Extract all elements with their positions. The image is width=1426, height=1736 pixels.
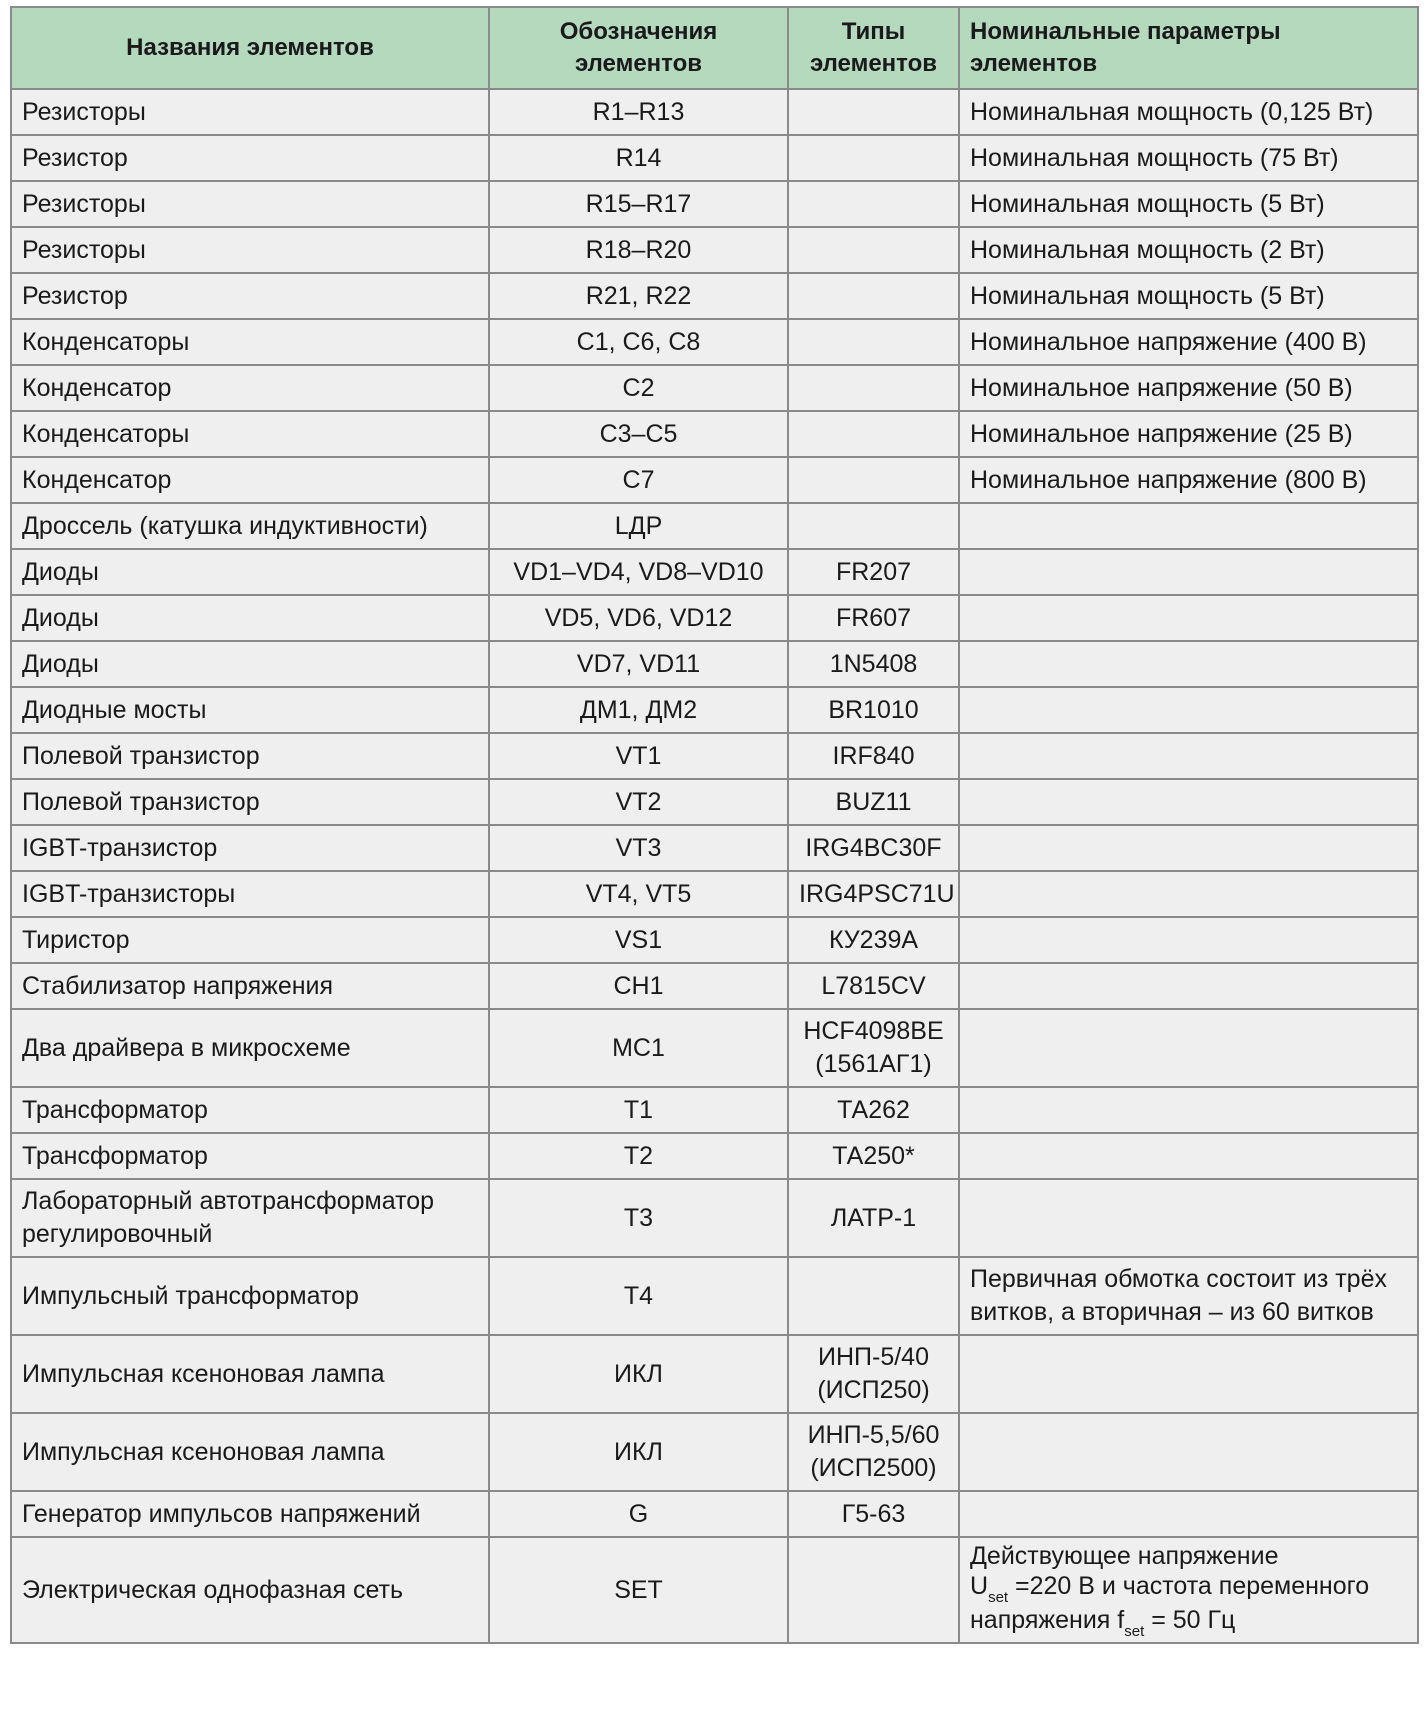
- params-line-voltage: Действующее напряжение: [970, 1542, 1279, 1570]
- cell-element-type: КУ239А: [788, 917, 959, 963]
- table-row: [11, 457, 1418, 503]
- cell-nominal-params: [959, 503, 1418, 549]
- cell-element-type: ЛАТР-1: [788, 1179, 959, 1257]
- table-row: [11, 365, 1418, 411]
- cell-element-name: Конденсаторы: [11, 411, 489, 457]
- cell-nominal-params: [959, 1087, 1418, 1133]
- u-symbol: U: [970, 1572, 989, 1600]
- u-subscript: set: [988, 1589, 1009, 1606]
- cell-element-type: ТА250*: [788, 1133, 959, 1179]
- cell-element-name: Генератор импульсов напряжений: [11, 1491, 489, 1537]
- cell-element-name: Два драйвера в микросхеме: [11, 1009, 489, 1087]
- cell-element-type: BUZ11: [788, 779, 959, 825]
- cell-element-name: Лабораторный автотрансформатор регулировочный: [11, 1179, 489, 1257]
- u-text: =220 В и частота переменного: [1008, 1572, 1370, 1600]
- cell-designation: T2: [489, 1133, 788, 1179]
- cell-element-name: Резисторы: [11, 227, 489, 273]
- cell-nominal-params: [959, 549, 1418, 595]
- cell-nominal-params: [959, 963, 1418, 1009]
- cell-nominal-params: [959, 871, 1418, 917]
- cell-element-name: Диоды: [11, 641, 489, 687]
- table-row: [11, 181, 1418, 227]
- cell-element-type: HCF4098BE (1561АГ1): [788, 1009, 959, 1087]
- cell-element-name: Импульсная ксеноновая лампа: [11, 1335, 489, 1413]
- f-value: = 50 Гц: [1144, 1606, 1236, 1634]
- cell-nominal-params: [959, 917, 1418, 963]
- cell-nominal-params: Первичная обмотка состоит из трёх витков, а вторичная – из 60 витков: [959, 1257, 1418, 1335]
- cell-designation: T1: [489, 1087, 788, 1133]
- cell-designation: R14: [489, 135, 788, 181]
- cell-nominal-params: [959, 1133, 1418, 1179]
- f-text: напряжения f: [970, 1606, 1125, 1634]
- table-row: [11, 135, 1418, 181]
- header-nominal-params: Номинальные параметры элементов: [959, 7, 1418, 89]
- table-row: [11, 1491, 1418, 1537]
- cell-nominal-params: [959, 595, 1418, 641]
- cell-element-name: Дроссель (катушка индуктивности): [11, 503, 489, 549]
- table-row: [11, 1257, 1418, 1335]
- cell-nominal-params: [959, 1413, 1418, 1491]
- cell-element-type: ИНП-5,5/60 (ИСП2500): [788, 1413, 959, 1491]
- cell-nominal-params: [959, 1009, 1418, 1087]
- cell-designation: T3: [489, 1179, 788, 1257]
- table-row: [11, 687, 1418, 733]
- cell-element-name: Полевой транзистор: [11, 733, 489, 779]
- table-row: [11, 1413, 1418, 1491]
- cell-designation: VS1: [489, 917, 788, 963]
- cell-designation: G: [489, 1491, 788, 1537]
- table-row: [11, 1087, 1418, 1133]
- table-row: [11, 89, 1418, 135]
- cell-element-name: Конденсатор: [11, 457, 489, 503]
- cell-designation: LДР: [489, 503, 788, 549]
- table-row: [11, 1335, 1418, 1413]
- cell-element-type: ИНП-5/40 (ИСП250): [788, 1335, 959, 1413]
- cell-element-name: Конденсаторы: [11, 319, 489, 365]
- table-row: [11, 1133, 1418, 1179]
- table-row: [11, 319, 1418, 365]
- cell-element-type: [788, 273, 959, 319]
- cell-nominal-params: Номинальное напряжение (800 В): [959, 457, 1418, 503]
- cell-nominal-params: Номинальная мощность (0,125 Вт): [959, 89, 1418, 135]
- table-row: [11, 825, 1418, 871]
- table-row: [11, 549, 1418, 595]
- cell-nominal-params: [959, 779, 1418, 825]
- cell-designation: R1–R13: [489, 89, 788, 135]
- cell-nominal-params: [959, 687, 1418, 733]
- cell-designation: C1, C6, C8: [489, 319, 788, 365]
- cell-element-name: Полевой транзистор: [11, 779, 489, 825]
- cell-designation: C7: [489, 457, 788, 503]
- cell-element-type: [788, 319, 959, 365]
- cell-nominal-params: Номинальное напряжение (400 В): [959, 319, 1418, 365]
- cell-designation: C3–C5: [489, 411, 788, 457]
- cell-element-name: Резистор: [11, 135, 489, 181]
- cell-nominal-params: Номинальное напряжение (50 В): [959, 365, 1418, 411]
- table-header-row: [11, 7, 1418, 89]
- cell-designation: VD7, VD11: [489, 641, 788, 687]
- cell-nominal-params: Номинальная мощность (75 Вт): [959, 135, 1418, 181]
- cell-element-type: ТА262: [788, 1087, 959, 1133]
- header-element-names: Названия элементов: [11, 7, 489, 89]
- params-line-u: [970, 1571, 1407, 1605]
- cell-element-type: [788, 1537, 959, 1643]
- cell-nominal-params: Номинальная мощность (2 Вт): [959, 227, 1418, 273]
- cell-designation: R21, R22: [489, 273, 788, 319]
- cell-designation: VT4, VT5: [489, 871, 788, 917]
- header-types: Типы элементов: [788, 7, 959, 89]
- cell-designation: C2: [489, 365, 788, 411]
- cell-element-type: FR607: [788, 595, 959, 641]
- cell-element-type: [788, 135, 959, 181]
- cell-designation: R15–R17: [489, 181, 788, 227]
- cell-nominal-params: [959, 641, 1418, 687]
- cell-designation: VD1–VD4, VD8–VD10: [489, 549, 788, 595]
- cell-element-name: Импульсный трансформатор: [11, 1257, 489, 1335]
- cell-designation: VT1: [489, 733, 788, 779]
- cell-element-name: IGBT-транзисторы: [11, 871, 489, 917]
- cell-element-name: Стабилизатор напряжения: [11, 963, 489, 1009]
- cell-element-type: IRG4BC30F: [788, 825, 959, 871]
- cell-designation: ИКЛ: [489, 1335, 788, 1413]
- cell-element-name: Трансформатор: [11, 1087, 489, 1133]
- cell-nominal-params: [959, 733, 1418, 779]
- table-row: [11, 273, 1418, 319]
- table-row: [11, 871, 1418, 917]
- table-row: [11, 595, 1418, 641]
- cell-nominal-params: Номинальное напряжение (25 В): [959, 411, 1418, 457]
- components-table: [10, 6, 1419, 1644]
- cell-designation: VT2: [489, 779, 788, 825]
- cell-element-name: Резисторы: [11, 181, 489, 227]
- table-row: [11, 963, 1418, 1009]
- cell-nominal-params: [959, 1491, 1418, 1537]
- cell-element-name: Импульсная ксеноновая лампа: [11, 1413, 489, 1491]
- cell-element-type: 1N5408: [788, 641, 959, 687]
- cell-designation: VD5, VD6, VD12: [489, 595, 788, 641]
- cell-element-type: [788, 1257, 959, 1335]
- cell-element-name: Диодные мосты: [11, 687, 489, 733]
- table-row: [11, 1009, 1418, 1087]
- cell-nominal-params: [959, 1537, 1418, 1643]
- cell-element-type: [788, 457, 959, 503]
- cell-element-name: Диоды: [11, 595, 489, 641]
- cell-designation: CH1: [489, 963, 788, 1009]
- cell-nominal-params: [959, 825, 1418, 871]
- cell-element-type: [788, 365, 959, 411]
- cell-element-name: Резистор: [11, 273, 489, 319]
- params-line-f: [970, 1605, 1407, 1639]
- cell-element-name: Резисторы: [11, 89, 489, 135]
- cell-element-type: [788, 181, 959, 227]
- cell-nominal-params: Номинальная мощность (5 Вт): [959, 181, 1418, 227]
- cell-designation: SET: [489, 1537, 788, 1643]
- cell-nominal-params: [959, 1179, 1418, 1257]
- header-designations: Обозначения элементов: [489, 7, 788, 89]
- cell-element-name: Тиристор: [11, 917, 489, 963]
- cell-element-type: [788, 89, 959, 135]
- cell-element-name: Трансформатор: [11, 1133, 489, 1179]
- cell-nominal-params: [959, 1335, 1418, 1413]
- table-row: [11, 917, 1418, 963]
- cell-element-type: L7815CV: [788, 963, 959, 1009]
- cell-designation: R18–R20: [489, 227, 788, 273]
- cell-element-type: IRF840: [788, 733, 959, 779]
- cell-element-name: Конденсатор: [11, 365, 489, 411]
- table-row: [11, 1179, 1418, 1257]
- cell-element-type: IRG4PSC71U: [788, 871, 959, 917]
- cell-nominal-params: Номинальная мощность (5 Вт): [959, 273, 1418, 319]
- cell-designation: VT3: [489, 825, 788, 871]
- cell-element-name: IGBT-транзистор: [11, 825, 489, 871]
- cell-designation: MC1: [489, 1009, 788, 1087]
- table-row: [11, 733, 1418, 779]
- cell-element-type: [788, 411, 959, 457]
- table-row: [11, 227, 1418, 273]
- cell-designation: ДМ1, ДМ2: [489, 687, 788, 733]
- table-row: [11, 503, 1418, 549]
- cell-element-type: [788, 227, 959, 273]
- cell-element-name: Электрическая однофазная сеть: [11, 1537, 489, 1643]
- table-row: [11, 779, 1418, 825]
- table-row: [11, 1537, 1418, 1643]
- cell-element-name: Диоды: [11, 549, 489, 595]
- components-table-container: [10, 6, 1417, 1644]
- cell-designation: T4: [489, 1257, 788, 1335]
- cell-designation: ИКЛ: [489, 1413, 788, 1491]
- cell-element-type: BR1010: [788, 687, 959, 733]
- table-row: [11, 641, 1418, 687]
- cell-element-type: FR207: [788, 549, 959, 595]
- cell-element-type: [788, 503, 959, 549]
- f-subscript: set: [1124, 1623, 1145, 1640]
- table-row: [11, 411, 1418, 457]
- cell-element-type: Г5-63: [788, 1491, 959, 1537]
